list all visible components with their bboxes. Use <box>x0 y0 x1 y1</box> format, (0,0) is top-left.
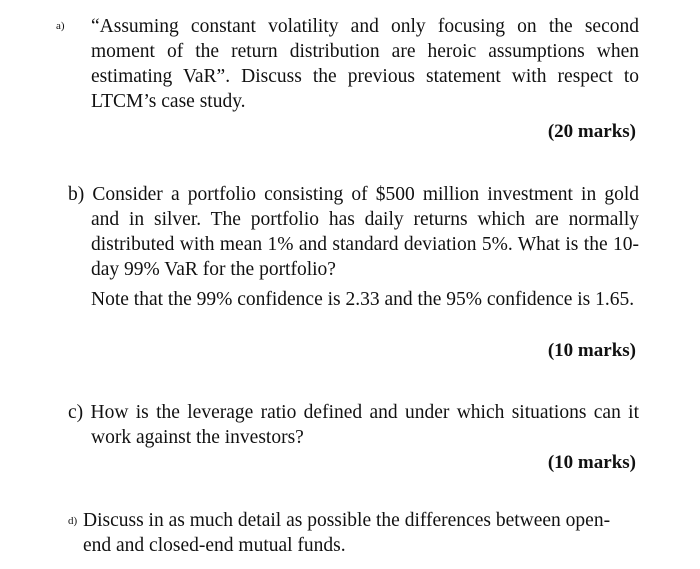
question-a-marks: (20 marks) <box>547 121 636 142</box>
question-c-label: c) <box>68 402 84 423</box>
question-b-label: b) <box>68 184 85 205</box>
question-a-text: “Assuming constant volatility and only focusing on the second moment of the return distribution are heroic assumptions when estimating VaR”. Discuss the previous statement with respect to LTCM’s case study. <box>91 16 639 112</box>
question-a-label: a) <box>56 20 65 32</box>
question-c-body: How is the leverage ratio defined and under which situations can it work against the investors? <box>90 402 640 448</box>
question-d-text: Discuss in as much detail as possible the differences between open-end and closed-end mutual funds. <box>83 510 611 556</box>
question-b-note: Note that the 99% confidence is 2.33 and the 95% confidence is 1.65. <box>91 289 635 310</box>
question-c-text <box>68 400 640 450</box>
question-d-label: d) <box>68 515 78 527</box>
question-b-marks: (10 marks) <box>547 340 636 361</box>
question-c-marks: (10 marks) <box>547 452 636 473</box>
question-b-body: Consider a portfolio consisting of $500 million investment in gold and in silver. The portfolio has daily returns which are normally distributed with mean 1% and standard deviation 5%. What is the 10-day 99% VaR for the portfolio? <box>91 184 639 280</box>
question-b-text <box>68 182 639 282</box>
